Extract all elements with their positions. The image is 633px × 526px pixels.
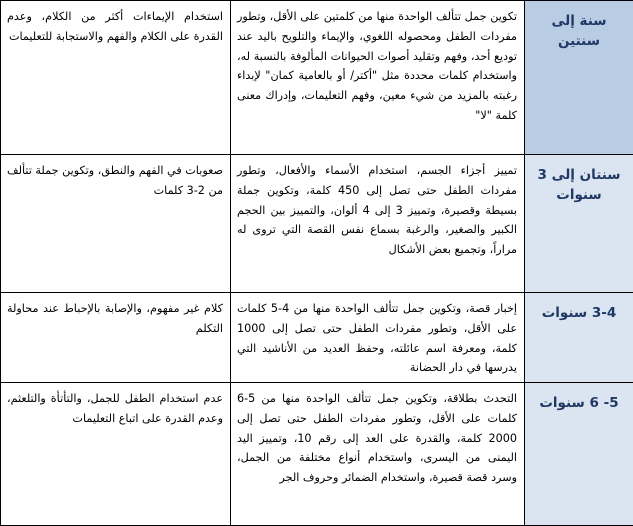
milestones-text: التحدث بطلاقة، وتكوين جمل تتألف الواحدة منها من 5-6 كلمات على الأقل، وتطور مفردات الطفل حتى تصل إلى 2000 كلمة، والقدرة على العد إلى رقم 10، وتمييز اليد اليمنى من اليسرى، واستخدام أنواع مختلفة من الجمل، وسرد قصة قصيرة، واستخدام الضمائر وحروف الجر bbox=[231, 383, 524, 488]
milestones-text: تمييز أجزاء الجسم، استخدام الأسماء والأفعال، وتطور مفردات الطفل حتى تصل إلى 450 كلمة، وتكوين جملة بسيطة وقصيرة، وتمييز 3 إلى 4 ألوان، والتمييز بين الحجم الكبير والصغير، والرغبة بسماع نفس القصة التي تروى له مراراً، وتجميع بعض الأشكال bbox=[231, 155, 524, 260]
warning-signs-text: عدم استخدام الطفل للجمل، والتأتأة والتلعثم، وعدم القدرة على اتباع التعليمات bbox=[1, 383, 230, 429]
warning-signs-text: كلام غير مفهوم، والإصابة بالإحباط عند محاولة التكلم bbox=[1, 293, 230, 339]
age-label: سنتان إلى 3 سنوات bbox=[525, 155, 633, 205]
age-cell bbox=[525, 293, 633, 383]
milestones-cell bbox=[231, 1, 525, 155]
age-cell bbox=[525, 383, 633, 526]
age-label: 3-4 سنوات bbox=[525, 293, 633, 323]
age-cell bbox=[525, 1, 633, 155]
table-row bbox=[1, 1, 633, 155]
milestones-cell bbox=[231, 383, 525, 526]
age-cell bbox=[525, 155, 633, 293]
table-row bbox=[1, 383, 633, 526]
age-label: 5- 6 سنوات bbox=[525, 383, 633, 413]
warning-signs-cell bbox=[1, 293, 231, 383]
warning-signs-text: صعوبات في الفهم والنطق، وتكوين جملة تتألف من 2-3 كلمات bbox=[1, 155, 230, 201]
milestones-text: تكوين جمل تتألف الواحدة منها من كلمتين على الأقل، وتطور مفردات الطفل ومحصوله اللغوي، والإيماء والتلويح باليد عند توديع أحد، وفهم وتقليد أصوات الحيوانات المألوفة بالنسبة له، واستخدام كلمات محددة مثل "أكتر/ أو بالعامية كمان" لإبداء رغبته بالمزيد من شيء معين، وفهم التعليمات، وإدراك معنى كلمة "لا" bbox=[231, 1, 524, 126]
table-row bbox=[1, 155, 633, 293]
warning-signs-cell bbox=[1, 155, 231, 293]
age-label: سنة إلى سنتين bbox=[525, 1, 633, 51]
table-row bbox=[1, 293, 633, 383]
warning-signs-cell bbox=[1, 1, 231, 155]
milestones-cell bbox=[231, 293, 525, 383]
warning-signs-cell bbox=[1, 383, 231, 526]
warning-signs-text: استخدام الإيماءات أكثر من الكلام، وعدم القدرة على الكلام والفهم والاستجابة للتعليمات bbox=[1, 1, 230, 47]
milestones-cell bbox=[231, 155, 525, 293]
milestones-text: إخبار قصة، وتكوين جمل تتألف الواحدة منها من 4-5 كلمات على الأقل، وتطور مفردات الطفل حتى تصل إلى 1000 كلمة، ومعرفة اسم عائلته، وحفظ العديد من الأناشيد التي يدرسها في دار الحضانة bbox=[231, 293, 524, 378]
